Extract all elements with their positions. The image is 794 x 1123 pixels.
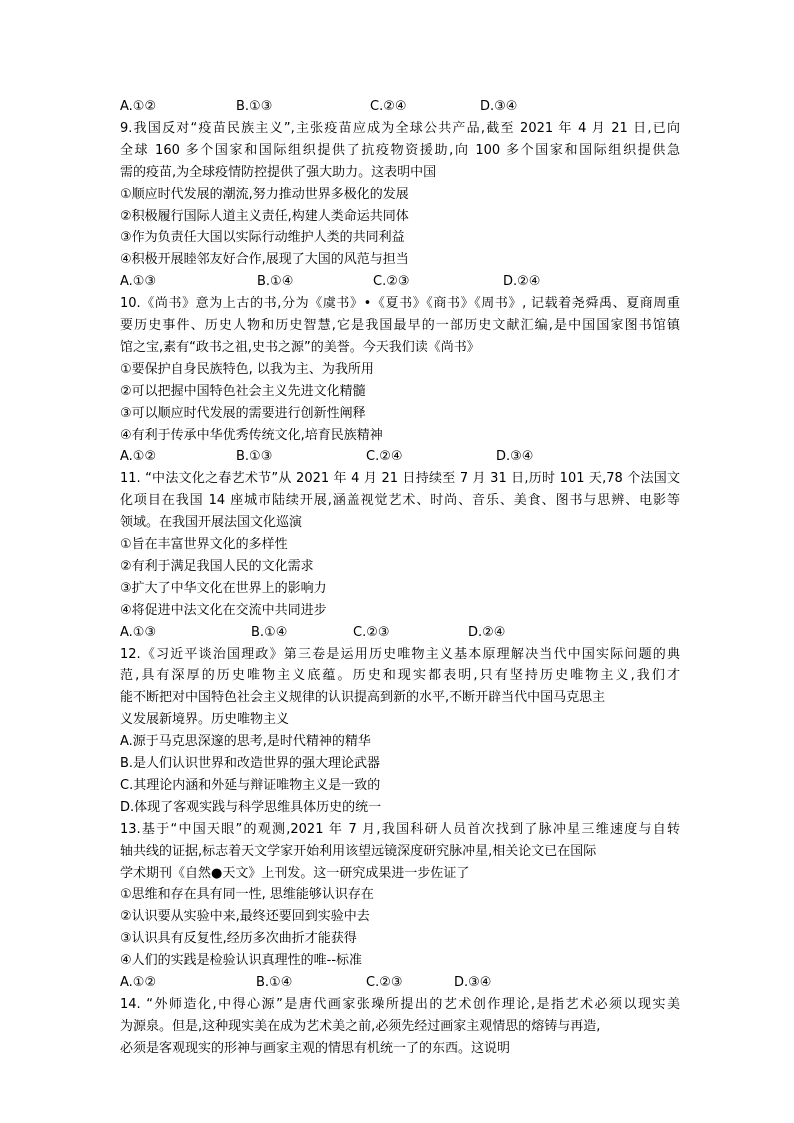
question-13 (120, 819, 680, 994)
q13-option-a: A.①② (120, 975, 157, 991)
q9-option-c: C.②③ (373, 274, 410, 290)
q12-option-a: A.源于马克思深邃的思考,是时代精神的精华 (120, 734, 371, 750)
q13-item: ①思维和存在具有同一性, 思维能够认识存在 (120, 887, 374, 903)
q8-option-c: C.②④ (370, 99, 407, 114)
q11-item: ②有利于满足我国人民的文化需求 (120, 558, 314, 574)
question-9 (120, 118, 680, 293)
q11-option-d: D.②④ (468, 624, 506, 640)
q13-item: ②认识要从实验中来,最终还要回到实验中去 (120, 909, 370, 925)
q12-stem-line: 义发展新境界。历史唯物主义 (120, 712, 290, 728)
q9-item: ②积极履行国际人道主义责任,构建人类命运共同体 (120, 208, 409, 224)
q10-option-d: D.③④ (496, 449, 534, 465)
q10-item: ③可以顺应时代发展的需要进行创新性阐释 (120, 405, 366, 421)
q13-option-d: D.③④ (454, 975, 492, 991)
q13-stem-line: 13.基于“中国天眼”的观测,2021 年 7 月,我国科研人员首次找到了脉冲星三维速度与自转 (120, 821, 680, 837)
q9-option-d: D.②④ (503, 274, 541, 290)
q12-stem-line: 能不断把对中国特色社会主义规律的认识提高到新的水平,不断开辟当代中国马克思主 (120, 690, 606, 706)
q11-item: ④将促进中法文化在交流中共同进步 (120, 602, 327, 618)
q10-stem-line: 馆之宝,素有“政书之祖,史书之源”的美誉。今天我们读《尚书》 (120, 339, 480, 355)
q8-option-a: A.①② (120, 99, 157, 114)
q13-option-c: C.②③ (366, 975, 403, 991)
question-11 (120, 468, 680, 643)
q11-stem-line: 领域。在我国开展法国文化巡演 (120, 515, 303, 531)
q14-stem-line: 为源泉。但是,这种现实美在成为艺术美之前,必须先经过画家主观情思的熔铸与再造, (120, 1018, 601, 1034)
q9-stem-line: 全球 160 多个国家和国际组织提供了抗疫物资援助,向 100 多个国家和国际组织提供急 (120, 142, 680, 158)
q9-option-b: B.①④ (257, 274, 294, 290)
q10-option-a: A.①② (120, 449, 157, 465)
q10-stem-line: 要历史事件、历史人物和历史智慧,它是我国最早的一部历史文献汇编,是中国国家图书馆镇 (120, 318, 680, 334)
q11-options (120, 622, 680, 644)
q12-option-c: C.其理论内涵和外延与辩证唯物主义是一致的 (120, 777, 381, 793)
q11-stem-line: 11. “中法文化之春艺术节”从 2021 年 4 月 21 日持续至 7 月 31 日,历时 101 天,78 个法国文 (120, 471, 680, 487)
q13-option-b: B.①④ (256, 975, 293, 991)
q14-stem-line: 14. “外师造化,中得心源”是唐代画家张璪所提出的艺术创作理论,是指艺术必须以现实美 (120, 997, 680, 1013)
q8-options (120, 96, 680, 118)
question-10 (120, 293, 680, 468)
q10-stem-line: 10.《尚书》意为上古的书,分为《虞书》•《夏书》《商书》《周书》, 记载着尧舜禹、夏商周重 (120, 296, 680, 312)
q10-option-c: C.②④ (366, 449, 403, 465)
q9-options (120, 271, 680, 293)
q9-option-a: A.①③ (120, 274, 157, 290)
q8-option-b: B.①③ (236, 99, 273, 114)
q10-item: ④有利于传承中华优秀传统文化,培育民族精神 (120, 427, 383, 443)
q13-stem-line: 学术期刊《自然●天文》上刊发。这一研究成果进一步佐证了 (120, 865, 470, 881)
q8-option-d: D.③④ (480, 99, 518, 114)
q14-stem-line: 必须是客观现实的形神与画家主观的情思有机统一了的东西。这说明 (120, 1040, 511, 1056)
q10-item: ①要保护自身民族特色, 以我为主、为我所用 (120, 361, 374, 377)
exam-content (120, 96, 680, 1060)
q11-item: ①旨在丰富世界文化的多样性 (120, 537, 288, 553)
q13-options (120, 972, 680, 994)
q10-options (120, 446, 680, 468)
question-14 (120, 994, 680, 1060)
question-12 (120, 644, 680, 819)
q13-stem-line: 轴共线的证据,标志着天文学家开始利用该望远镜深度研究脉冲星,相关论文已在国际 (120, 843, 597, 859)
q13-item: ③认识具有反复性,经历多次曲折才能获得 (120, 931, 357, 947)
q12-option-d: D.体现了客观实践与科学思维具体历史的统一 (120, 799, 382, 815)
q12-stem-line: 范,具有深厚的历史唯物主义底蕴。历史和现实都表明,只有坚持历史唯物主义,我们才 (120, 668, 680, 684)
q9-stem-line: 9.我国反对“疫苗民族主义”,主张疫苗应成为全球公共产品,截至 2021 年 4 月 21 日,已向 (120, 120, 680, 136)
q9-item: ③作为负责任大国以实际行动维护人类的共同利益 (120, 230, 405, 246)
q9-item: ①顺应时代发展的潮流,努力推动世界多极化的发展 (120, 186, 409, 202)
q13-item: ④人们的实践是检验认识真理性的唯--标准 (120, 953, 363, 969)
q10-item: ②可以把握中国特色社会主义先进文化精髓 (120, 383, 366, 399)
q11-option-b: B.①④ (251, 624, 288, 640)
q9-item: ④积极开展睦邻友好合作,展现了大国的风范与担当 (120, 252, 409, 268)
q11-option-c: C.②③ (353, 624, 390, 640)
q12-stem-line: 12.《习近平谈治国理政》第三卷是运用历史唯物主义基本原理解决当代中国实际问题的典 (120, 646, 680, 662)
q12-option-b: B.是人们认识世界和改造世界的强大理论武器 (120, 756, 381, 772)
q11-option-a: A.①③ (120, 624, 157, 640)
q11-stem-line: 化项目在我国 14 座城市陆续开展,涵盖视觉艺术、时尚、音乐、美食、图书与思辨、电影等 (120, 493, 680, 509)
q11-item: ③扩大了中华文化在世界上的影响力 (120, 580, 327, 596)
q9-stem-line: 需的疫苗,为全球疫情防控提供了强大助力。这表明中国 (120, 164, 437, 180)
q10-option-b: B.①③ (236, 449, 273, 465)
